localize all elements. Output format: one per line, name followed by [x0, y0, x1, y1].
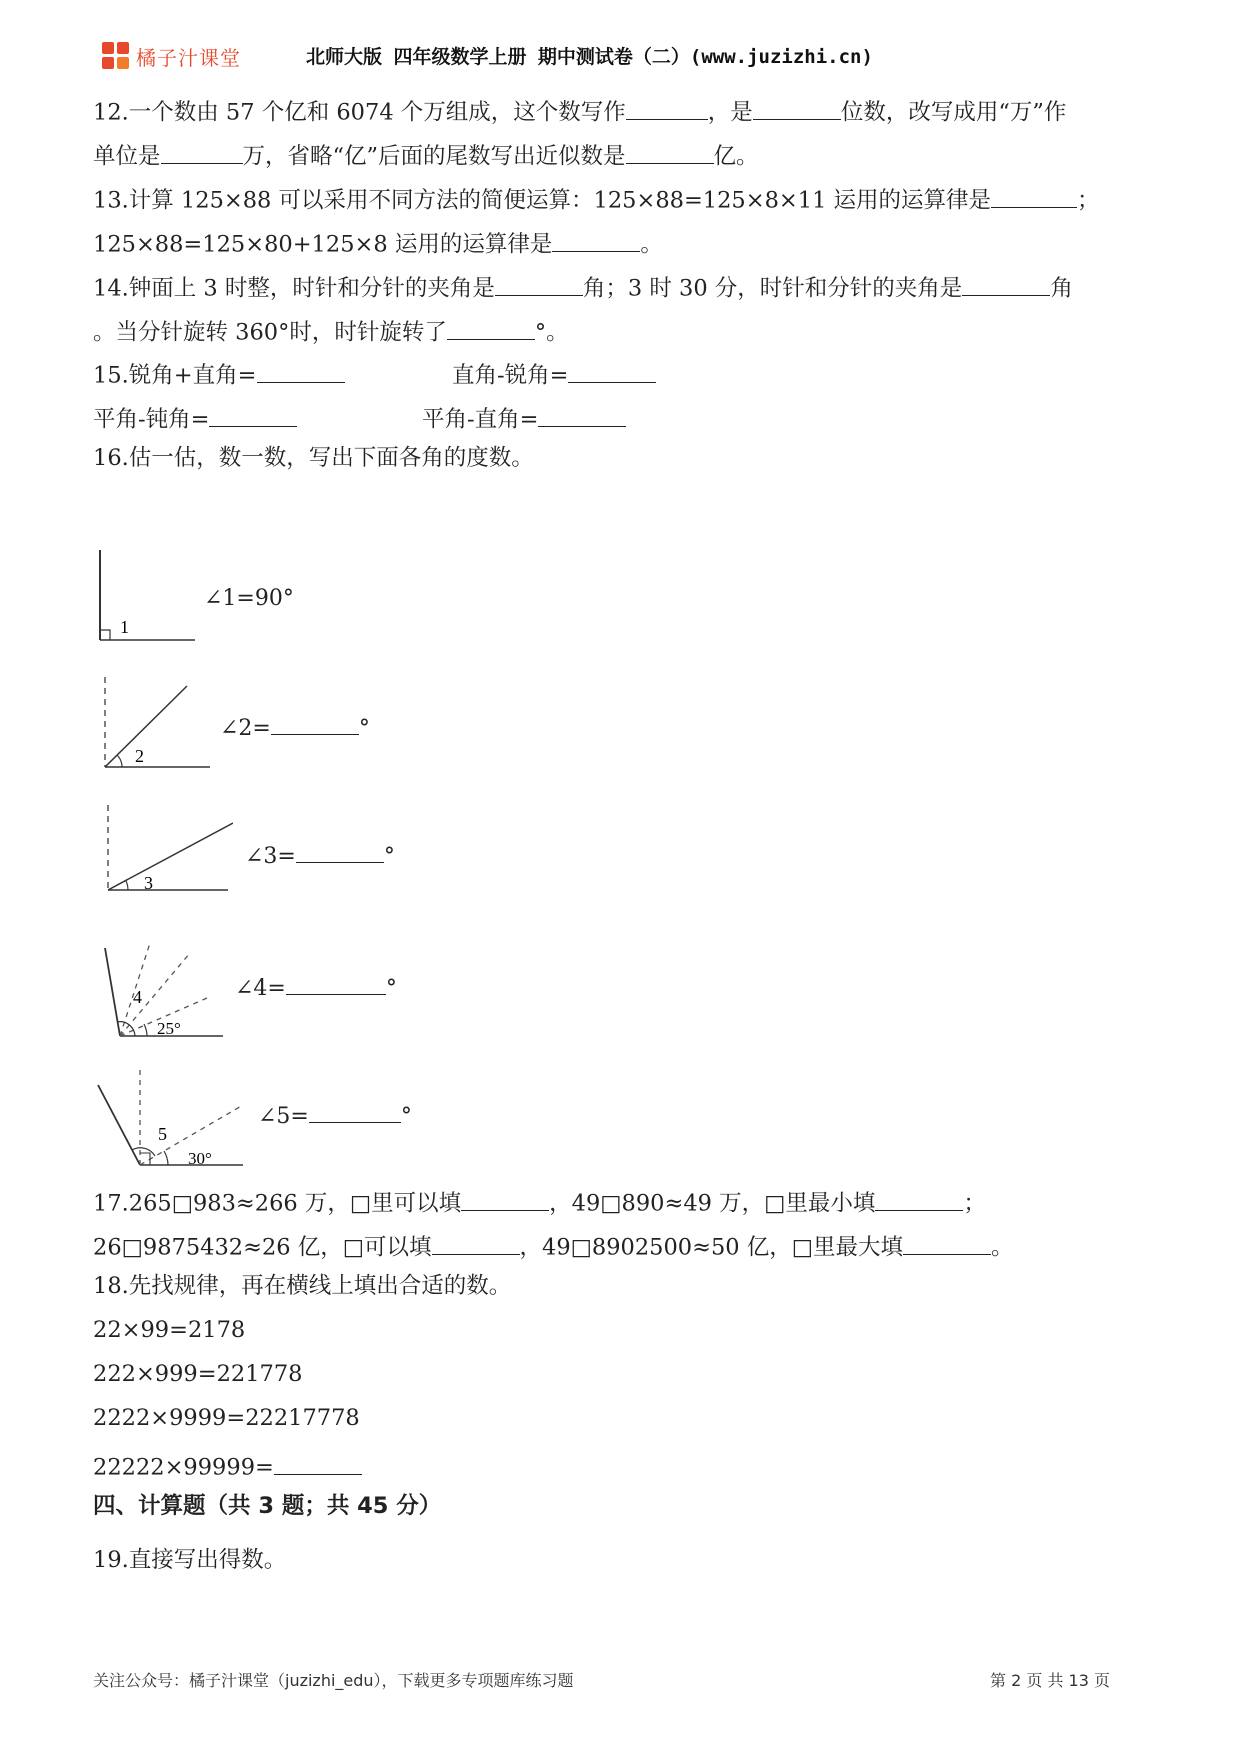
q17-text-b: ，49□890≈49 万，□里最小填 [549, 1190, 876, 1217]
q12-text-f: 亿。 [713, 143, 759, 170]
logo-icon [102, 42, 130, 70]
q13-blank2[interactable] [552, 228, 640, 252]
q14-blank1[interactable] [495, 272, 583, 296]
q13-line1 [93, 184, 1100, 212]
logo-text: 橘子汁课堂 [136, 45, 241, 70]
angle5-number: 5 [158, 1124, 167, 1144]
q19-title: 19.直接写出得数。 [93, 1547, 287, 1573]
q15-text-d: 平角-直角= [422, 406, 539, 433]
q15-blank3[interactable] [209, 403, 297, 427]
angle3-blank[interactable] [296, 840, 384, 863]
angle3-figure [98, 800, 233, 895]
page-title: 北师大版 四年级数学上册 期中测试卷（二）(www.juzizhi.cn) [306, 46, 873, 68]
page-number: 第 2 页 共 13 页 [990, 1671, 1110, 1690]
q14-line1 [93, 272, 1073, 300]
q13-text-a: 13.计算 125×88 可以采用不同方法的简便运算：125×88=125×8×11 运用的运算律是 [93, 187, 992, 214]
q17-text-d: 26□9875432≈26 亿，□可以填 [93, 1234, 432, 1261]
q14-line2 [93, 316, 569, 344]
q12-text-a: 12.一个数由 57 个亿和 6074 个万组成，这个数写作 [93, 99, 626, 126]
logo [102, 40, 262, 72]
q17-blank2[interactable] [875, 1187, 963, 1211]
q17-blank4[interactable] [903, 1231, 991, 1255]
angle2-blank[interactable] [271, 712, 359, 735]
q14-text-d: 。当分针旋转 360°时，时针旋转了 [93, 319, 447, 346]
q12-blank3[interactable] [161, 140, 243, 164]
q17-text-f: 。 [991, 1234, 1014, 1261]
q12-text-c: 位数，改写成用“万”作 [840, 99, 1067, 126]
q18-text-l4: 22222×99999= [93, 1454, 274, 1481]
q15-blank2[interactable] [568, 359, 656, 383]
q15-text-c: 平角-钝角= [93, 406, 210, 433]
q17-line2 [93, 1231, 1014, 1259]
q14-text-c: 角 [1050, 275, 1073, 302]
q13-text-b: ； [1077, 187, 1100, 214]
angle5-degree: ° [400, 1104, 412, 1129]
q14-blank2[interactable] [962, 272, 1050, 296]
q14-text-a: 14.钟面上 3 时整，时针和分针的夹角是 [93, 275, 495, 302]
q15-blank1[interactable] [257, 359, 345, 383]
q18-line3: 2222×9999=22217778 [93, 1405, 360, 1431]
q12-line1 [93, 96, 1066, 124]
q14-text-e: °。 [534, 319, 569, 346]
angle4-degree: ° [385, 976, 397, 1001]
q15-line2b [422, 403, 626, 431]
angle4-value [235, 972, 397, 1001]
angle4-figure [95, 938, 225, 1043]
q12-text-d: 单位是 [93, 143, 161, 170]
q12-blank2[interactable] [753, 96, 841, 120]
angle5-value [258, 1100, 412, 1129]
q13-line2 [93, 228, 663, 256]
q17-blank3[interactable] [432, 1231, 520, 1255]
q16-title: 16.估一估，数一数，写出下面各角的度数。 [93, 445, 534, 471]
angle5-blank[interactable] [309, 1100, 401, 1123]
q17-line1 [93, 1187, 986, 1215]
section4-title: 四、计算题（共 3 题；共 45 分） [93, 1493, 442, 1519]
angle3-number: 3 [144, 873, 153, 893]
q15-line2 [93, 403, 297, 431]
q18-line2: 222×999=221778 [93, 1361, 303, 1387]
angle2-number: 2 [135, 746, 144, 766]
q14-blank3[interactable] [447, 316, 535, 340]
angle4-number: 4 [133, 987, 142, 1007]
angle2-value [220, 712, 370, 741]
q18-blank[interactable] [274, 1451, 362, 1475]
q17-text-c: ； [963, 1190, 986, 1217]
page-header [96, 36, 1146, 76]
q13-blank1[interactable] [991, 184, 1077, 208]
q17-blank1[interactable] [461, 1187, 549, 1211]
angle5-mark: 30° [188, 1149, 212, 1168]
q14-text-b: 角；3 时 30 分，时针和分针的夹角是 [582, 275, 963, 302]
angle4-mark: 25° [157, 1019, 181, 1038]
angle2-figure [95, 672, 215, 772]
q17-text-a: 17.265□983≈266 万，□里可以填 [93, 1190, 462, 1217]
q18-line4 [93, 1451, 362, 1479]
q15-line1 [93, 359, 345, 387]
q13-text-c: 125×88=125×80+125×8 运用的运算律是 [93, 231, 553, 258]
angle3-value [245, 840, 395, 869]
q12-line2 [93, 140, 759, 168]
angle4-label: ∠4= [235, 976, 286, 1001]
q18-title: 18.先找规律，再在横线上填出合适的数。 [93, 1273, 512, 1299]
angle2-label: ∠2= [220, 716, 271, 741]
angle5-label: ∠5= [258, 1104, 309, 1129]
q13-text-d: 。 [640, 231, 663, 258]
angle3-label: ∠3= [245, 844, 296, 869]
q15-text-a: 15.锐角+直角= [93, 362, 257, 389]
angle1-value: ∠1=90° [204, 586, 294, 611]
angle2-degree: ° [358, 716, 370, 741]
angle3-degree: ° [383, 844, 395, 869]
q18-line1: 22×99=2178 [93, 1317, 246, 1343]
q15-line1b [452, 359, 656, 387]
angle4-blank[interactable] [286, 972, 386, 995]
q17-text-e: ，49□8902500≈50 亿，□里最大填 [519, 1234, 903, 1261]
q12-text-e: 万，省略“亿”后面的尾数写出近似数是 [242, 143, 626, 170]
angle1-figure [90, 545, 200, 645]
q15-blank4[interactable] [538, 403, 626, 427]
q12-blank1[interactable] [626, 96, 708, 120]
angle5-figure [88, 1060, 248, 1172]
angle1-number: 1 [120, 617, 129, 637]
q12-text-b: ，是 [707, 99, 753, 126]
q12-blank4[interactable] [626, 140, 714, 164]
footer-left: 关注公众号：橘子汁课堂（juzizhi_edu），下载更多专项题库练习题 [93, 1671, 574, 1690]
q15-text-b: 直角-锐角= [452, 362, 569, 389]
